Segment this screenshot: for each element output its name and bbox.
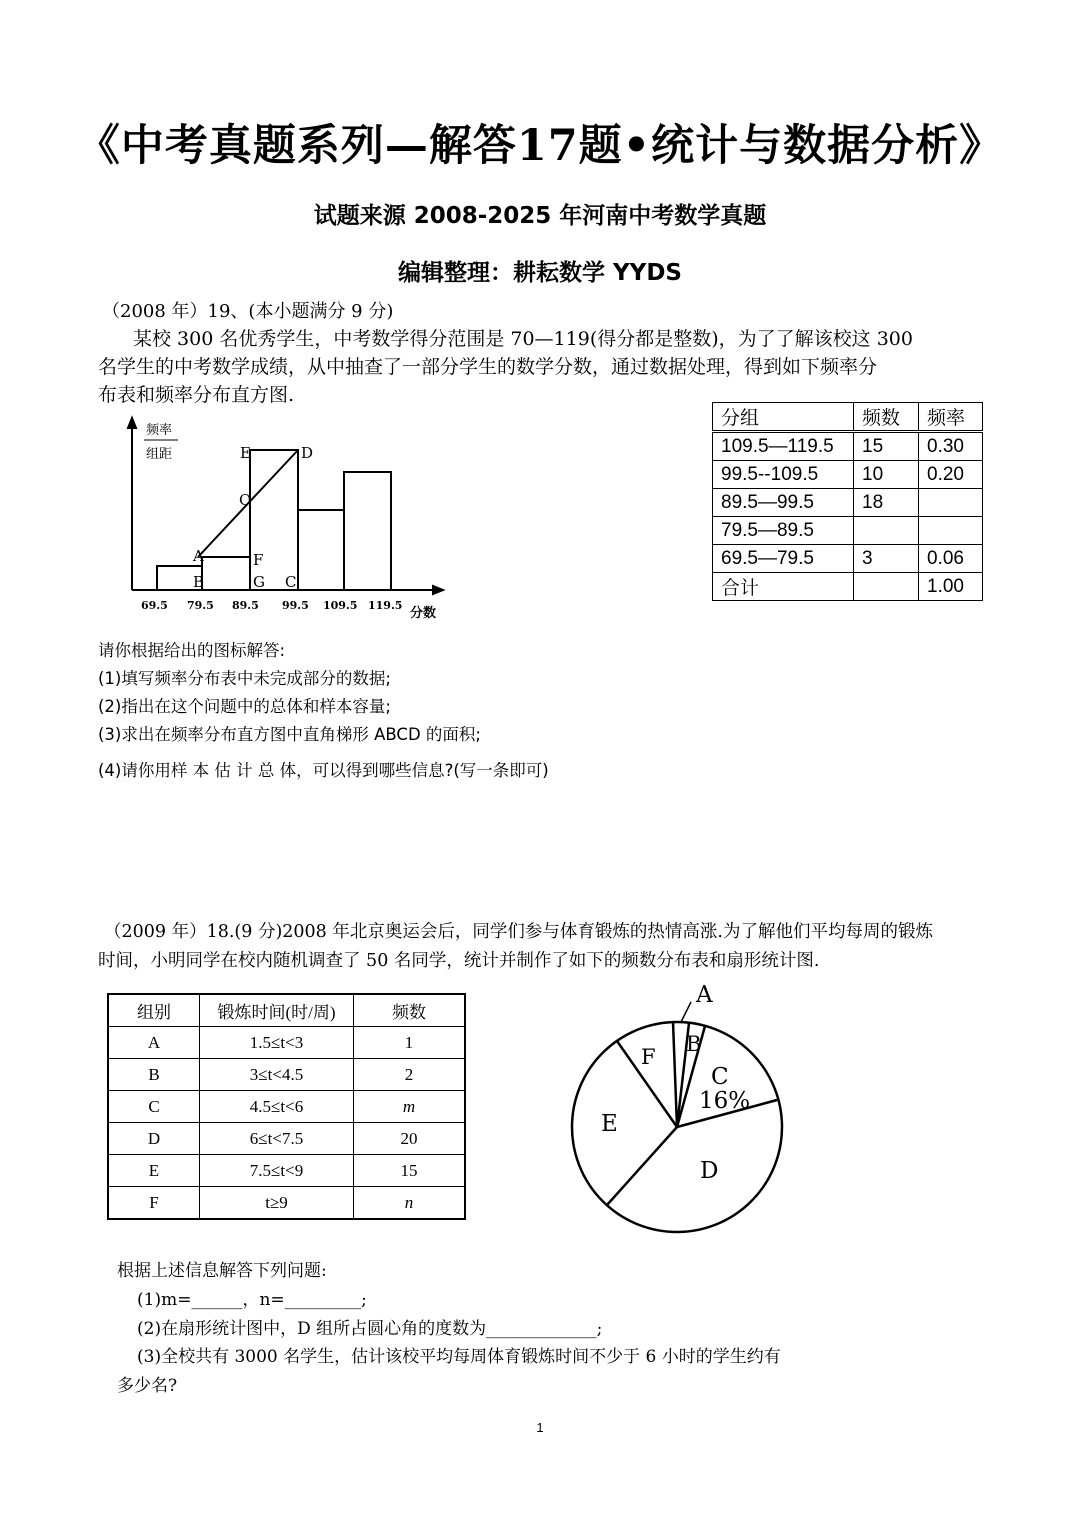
- histogram-bar: [344, 472, 391, 590]
- table-cell: 4.5≤t<6: [200, 1091, 354, 1123]
- editor-line: 编辑整理：耕耘数学 YYDS: [398, 260, 682, 286]
- table-cell: t≥9: [200, 1187, 354, 1220]
- table-header-cell: 频率: [919, 403, 983, 432]
- q2008-stem-line-2: 名学生的中考数学成绩，从中抽查了一部分学生的数学分数，通过数据处理，得到如下频率分: [98, 356, 878, 378]
- table-cell: 7.5≤t<9: [200, 1155, 354, 1187]
- table-row: [713, 461, 983, 489]
- point-label-d: D: [301, 444, 314, 462]
- source-line: 试题来源 2008-2025 年河南中考数学真题: [313, 203, 767, 229]
- table-cell: 109.5—119.5: [713, 432, 854, 461]
- histogram-bar: [298, 510, 344, 590]
- table-header-cell: 频数: [354, 994, 466, 1027]
- frequency-table-2009: [107, 993, 466, 1220]
- table-cell: [919, 489, 983, 517]
- table-row: [713, 573, 983, 601]
- q2008-question-4: (4)请你用样 本 估 计 总 体，可以得到哪些信息?(写一条即可): [98, 761, 549, 780]
- point-label-b: B: [193, 573, 205, 591]
- q2009-header-line-2: 时间，小明同学在校内随机调查了 50 名同学，统计并制作了如下的频数分布表和扇形统计图.: [98, 951, 820, 971]
- page-number: 1: [536, 1420, 544, 1435]
- q2008-question-intro: 请你根据给出的图标解答:: [98, 641, 286, 660]
- q2008-stem-line-1: 某校 300 名优秀学生，中考数学得分范围是 70—119(得分都是整数)，为了了解该校这 300: [133, 328, 913, 350]
- q2009-question-1: (1)m=______，n=_________;: [137, 1290, 367, 1310]
- point-label-f: F: [253, 551, 264, 569]
- x-tick-label: 89.5: [232, 599, 259, 612]
- table-cell: m: [354, 1091, 466, 1123]
- table-cell: 3: [854, 545, 919, 573]
- pie-label-b: B: [686, 1032, 702, 1056]
- table-cell: 15: [354, 1155, 466, 1187]
- table-cell: 1.00: [919, 573, 983, 601]
- table-cell: 6≤t<7.5: [200, 1123, 354, 1155]
- table-cell: E: [108, 1155, 200, 1187]
- pie-label-a: A: [696, 982, 713, 1008]
- table-cell: C: [108, 1091, 200, 1123]
- table-header-cell: 分组: [713, 403, 854, 432]
- histogram-2008: [120, 415, 450, 630]
- table-cell: B: [108, 1059, 200, 1091]
- table-cell: 18: [854, 489, 919, 517]
- table-cell: D: [108, 1123, 200, 1155]
- table-row: [713, 432, 983, 461]
- y-label-top: 频率: [146, 423, 173, 438]
- table-row: [108, 1027, 465, 1059]
- point-label-e: E: [240, 444, 251, 462]
- pie-label-f: F: [641, 1045, 656, 1069]
- table-cell: 合计: [713, 573, 854, 601]
- table-row: [108, 1187, 465, 1220]
- q2009-question-intro: 根据上述信息解答下列问题:: [117, 1261, 327, 1281]
- point-label-c: C: [285, 573, 297, 591]
- pie-label-a-leader: [681, 1002, 691, 1022]
- q2009-question-3-cont: 多少名?: [117, 1376, 178, 1396]
- q2009-question-2: (2)在扇形统计图中，D 组所占圆心角的度数为_____________;: [137, 1319, 603, 1339]
- pie-label-d: D: [700, 1158, 719, 1184]
- table-cell: 0.30: [919, 432, 983, 461]
- point-label-a: A: [193, 547, 204, 565]
- table-cell: [854, 573, 919, 601]
- x-axis-arrow: [433, 586, 443, 594]
- table-cell: 0.06: [919, 545, 983, 573]
- frequency-table-2008: [712, 402, 983, 601]
- q2008-question-3: (3)求出在频率分布直方图中直角梯形 ABCD 的面积;: [98, 725, 481, 744]
- table-cell: [919, 517, 983, 545]
- x-tick-label: 109.5: [323, 599, 358, 612]
- x-tick-label: 119.5: [368, 599, 403, 612]
- histogram-bar: [202, 557, 250, 590]
- table-cell: 3≤t<4.5: [200, 1059, 354, 1091]
- table-cell: 2: [354, 1059, 466, 1091]
- pie-divider-d-e: [607, 1127, 677, 1205]
- table-cell: 10: [854, 461, 919, 489]
- x-tick-label: 99.5: [282, 599, 309, 612]
- table-cell: n: [354, 1187, 466, 1220]
- q2009-question-3: (3)全校共有 3000 名学生，估计该校平均每周体育锻炼时间不少于 6 小时的学生约有: [137, 1347, 781, 1367]
- q2008-header: （2008 年）19、(本小题满分 9 分): [102, 301, 394, 322]
- pie-chart-2009: [565, 980, 795, 1235]
- table-row: [108, 1123, 465, 1155]
- table-cell: 79.5—89.5: [713, 517, 854, 545]
- table-row: [108, 1155, 465, 1187]
- table-row: [108, 1059, 465, 1091]
- q2009-header-line-1: （2009 年）18.(9 分)2008 年北京奥运会后，同学们参与体育锻炼的热情高涨.为了解他们平均每周的锻炼: [104, 922, 933, 942]
- histogram-bar: [250, 450, 298, 590]
- x-axis-label: 分数: [410, 606, 437, 621]
- table-cell: F: [108, 1187, 200, 1220]
- pie-label-c: C: [711, 1064, 729, 1090]
- table-row: [713, 489, 983, 517]
- pie-divider-f-a: [673, 1022, 677, 1127]
- pie-label-c-percent: 16%: [699, 1088, 751, 1114]
- table-header-row: [713, 403, 983, 432]
- table-cell: 1: [354, 1027, 466, 1059]
- table-cell: 99.5--109.5: [713, 461, 854, 489]
- table-header-cell: 锻炼时间(时/周): [200, 994, 354, 1027]
- q2008-question-2: (2)指出在这个问题中的总体和样本容量;: [98, 697, 391, 716]
- table-cell: 0.20: [919, 461, 983, 489]
- y-label-bottom: 组距: [146, 447, 173, 462]
- table-cell: 69.5—79.5: [713, 545, 854, 573]
- table-row: [108, 1091, 465, 1123]
- table-header-cell: 组别: [108, 994, 200, 1027]
- table-header-cell: 频数: [854, 403, 919, 432]
- x-tick-label: 69.5: [141, 599, 168, 612]
- table-row: [713, 545, 983, 573]
- x-tick-label: 79.5: [187, 599, 214, 612]
- table-cell: 89.5—99.5: [713, 489, 854, 517]
- point-label-o: O: [239, 491, 252, 509]
- table-row: [713, 517, 983, 545]
- table-cell: 15: [854, 432, 919, 461]
- table-cell: 1.5≤t<3: [200, 1027, 354, 1059]
- point-label-g: G: [253, 573, 265, 591]
- y-axis-arrow: [128, 418, 136, 428]
- table-cell: 20: [354, 1123, 466, 1155]
- table-cell: A: [108, 1027, 200, 1059]
- table-cell: [854, 517, 919, 545]
- page-title: 《中考真题系列—解答17题•统计与数据分析》: [76, 121, 1004, 171]
- q2008-stem-line-3: 布表和频率分布直方图.: [98, 384, 295, 406]
- table-header-row: [108, 994, 465, 1027]
- q2008-question-1: (1)填写频率分布表中未完成部分的数据;: [98, 669, 391, 688]
- pie-label-e: E: [601, 1111, 618, 1137]
